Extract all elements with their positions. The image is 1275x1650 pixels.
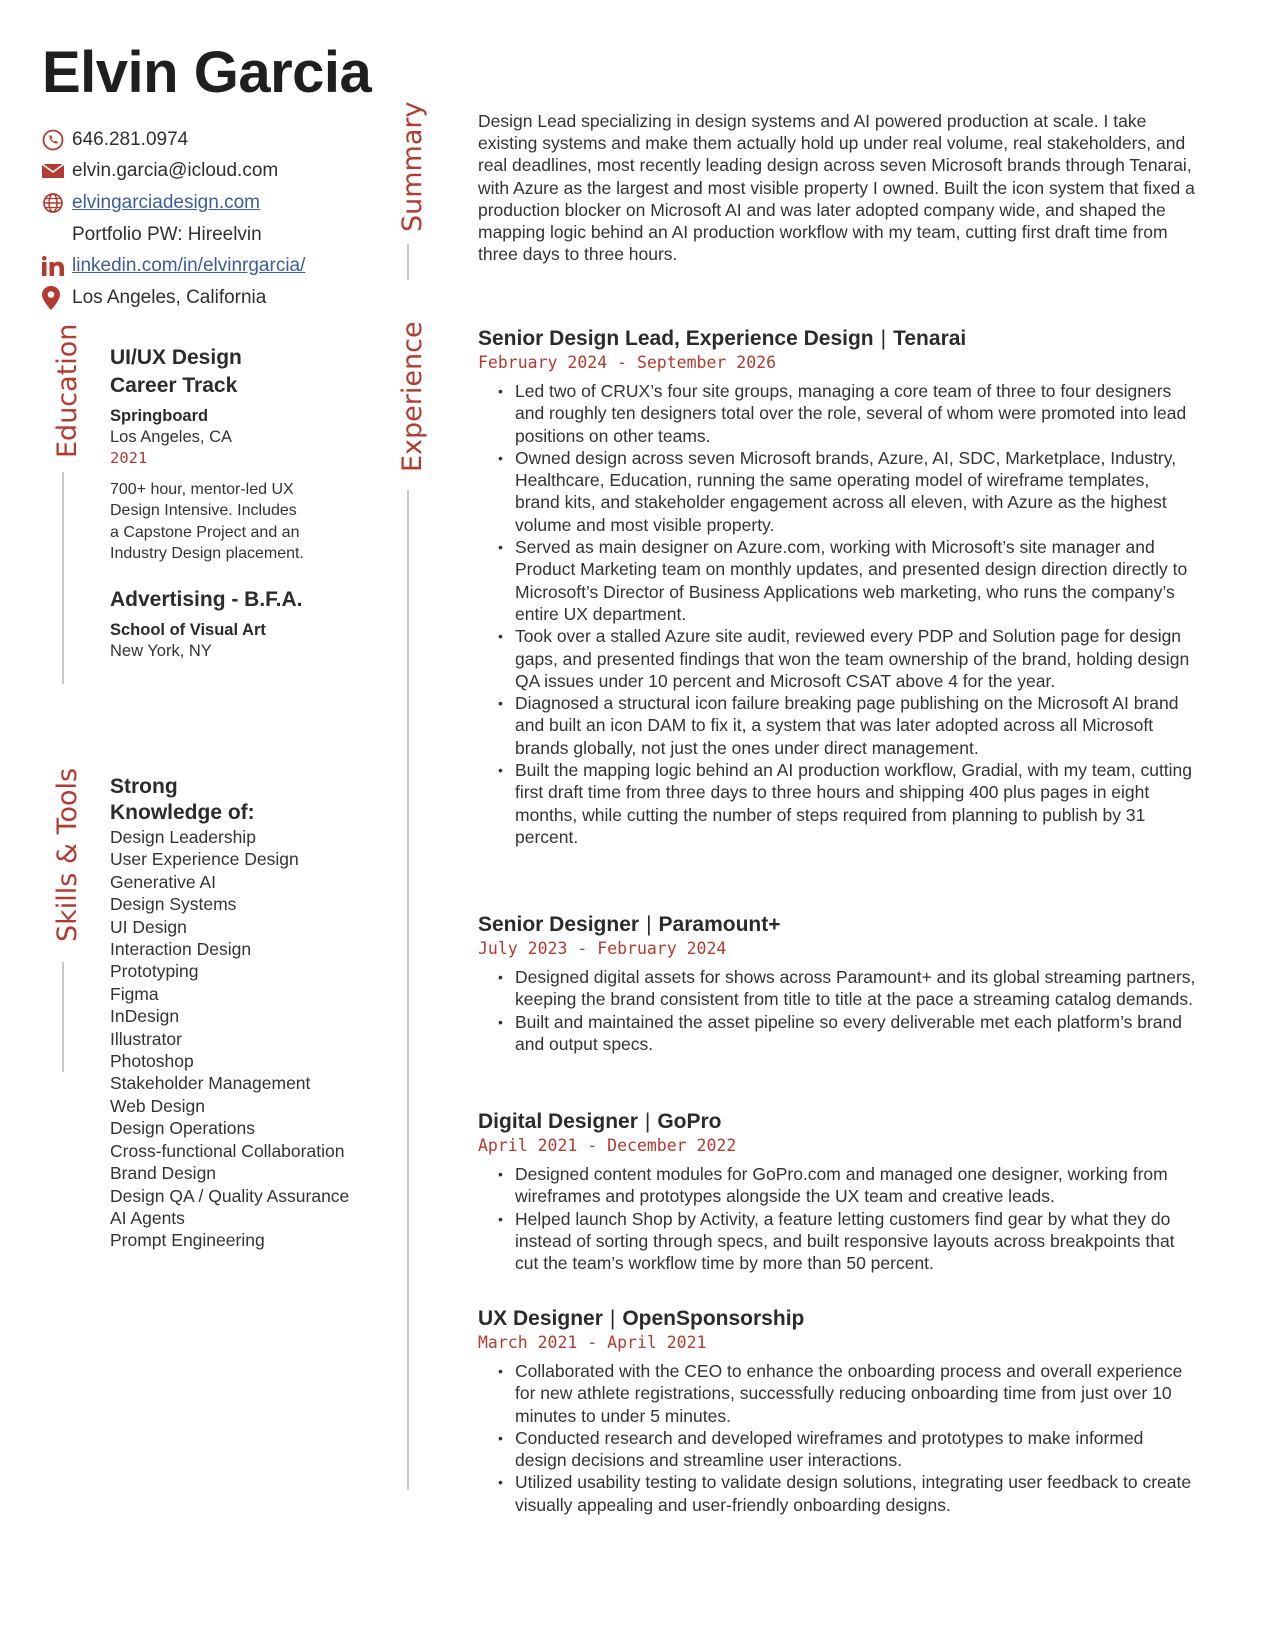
skill-item: Design Operations [110, 1118, 255, 1139]
company-name: OpenSponsorship [622, 1307, 805, 1330]
job-bullet: • Led two of CRUX’s four site groups, managing a core team of three to four designers and roughly ten designers total over the role, several of whom were promoted into lead positions on other teams. [478, 380, 1198, 447]
contact-website [42, 187, 382, 219]
skill-item: Photoshop [110, 1051, 194, 1072]
job-bullets [478, 1163, 1198, 1274]
job-dates: February 2024 - September 2026 [478, 353, 777, 372]
job-entry [478, 912, 1198, 1055]
skill-item: Prompt Engineering [110, 1230, 265, 1251]
phone-icon [42, 128, 72, 152]
title-separator: | [644, 1110, 651, 1133]
skill-item: InDesign [110, 1006, 180, 1027]
degree-title: Advertising - B.F.A. [110, 588, 303, 612]
skill-item: Design Leadership [110, 827, 256, 847]
job-bullets [478, 380, 1198, 848]
company-name: GoPro [657, 1110, 722, 1133]
education-description: 700+ hour, mentor-led UX Design Intensive. Includes a Capstone Project and an Industry Design placement. [110, 481, 304, 562]
globe-icon [42, 191, 72, 215]
job-title [478, 912, 1198, 938]
skills-divider [62, 962, 64, 1072]
skill-item: Cross-functional Collaboration [110, 1140, 345, 1161]
portfolio-password: Portfolio PW: Hireelvin [72, 223, 262, 245]
education-entry [110, 344, 370, 564]
job-bullet: • Helped launch Shop by Activity, a feature letting customers find gear by what they do instead of sorting through specs, and built responsive layouts across breakpoints that cut the team’s workflow time by more than 50 percent. [478, 1208, 1198, 1275]
skill-item: Stakeholder Management [110, 1073, 311, 1094]
job-bullet: • Owned design across seven Microsoft brands, Azure, AI, SDC, Marketplace, Industry, Healthcare, Education, running the same operating model of wireframe templates, brand kits, and stakeholder engagement across all eleven, with Azure as the highest volume and most visible property. [478, 447, 1198, 536]
job-bullets [478, 1360, 1198, 1516]
degree-title: UI/UX Design Career Track [110, 346, 242, 397]
contact-linkedin [42, 250, 382, 282]
job-bullet: • Served as main designer on Azure.com, working with Microsoft’s site manager and Product Marketing team on monthly updates, and presented design direction directly to Microsoft’s Director of Business Applications web marketing, who runs the company’s entire UX department. [478, 536, 1198, 625]
skills-list [110, 826, 380, 1252]
contact-portfolio-password [42, 219, 382, 251]
job-entry [478, 1109, 1198, 1274]
skill-item: Figma [110, 983, 159, 1004]
skill-item: Illustrator [110, 1028, 182, 1049]
education-entry [110, 586, 370, 662]
skill-item: Design QA / Quality Assurance [110, 1185, 350, 1206]
job-title [478, 1109, 1198, 1135]
job-bullets [478, 966, 1198, 1055]
education-section [110, 344, 370, 662]
skill-item: Interaction Design [110, 939, 252, 960]
job-bullet: • Built the mapping logic behind an AI production workflow, Gradial, with my team, cutting first draft time from three days to three hours and shipping 400 plus pages in eight months, while cutting the number of steps required from planning to publish by 31 percent. [478, 759, 1198, 848]
envelope-icon [42, 159, 72, 183]
skill-item: User Experience Design [110, 849, 299, 870]
job-bullet: • Conducted research and developed wireframes and prototypes to make informed design decisions and streamline user interactions. [478, 1427, 1198, 1472]
title-separator: | [646, 913, 652, 936]
skill-item: AI Agents [110, 1207, 185, 1228]
job-bullet: • Utilized usability testing to validate design solutions, integrating user feedback to create visually appealing and user-friendly onboarding designs. [478, 1471, 1198, 1516]
linkedin-icon [42, 254, 72, 278]
school-location: Los Angeles, CA [110, 428, 232, 446]
education-divider [62, 472, 64, 684]
candidate-name: Elvin Garcia [42, 40, 372, 105]
school-name: School of Visual Art [110, 621, 266, 640]
summary-divider [407, 244, 409, 280]
job-entry [478, 326, 1198, 848]
title-separator: | [880, 327, 887, 350]
skill-item: UI Design [110, 916, 187, 937]
location-pin-icon [42, 286, 72, 310]
company-name: Paramount+ [658, 913, 781, 936]
skills-title: Strong Knowledge of: [110, 775, 255, 824]
education-heading: Education [52, 323, 83, 458]
company-name: Tenarai [893, 327, 967, 350]
education-year: 2021 [110, 449, 148, 467]
job-dates: July 2023 - February 2024 [478, 939, 727, 958]
phone-number: 646.281.0974 [72, 128, 189, 150]
summary-heading: Summary [397, 101, 428, 232]
job-role: Senior Designer [478, 913, 640, 936]
job-entry [478, 1306, 1198, 1516]
job-bullet: • Designed digital assets for shows across Paramount+ and its global streaming partners, keeping the brand consistent from title to title at the pace a streaming catalog demands. [478, 966, 1198, 1011]
job-bullet: • Collaborated with the CEO to enhance the onboarding process and overall experience for new athlete registrations, successfully reducing onboarding time from just over 10 minutes to under 5 minutes. [478, 1360, 1198, 1427]
experience-divider [407, 490, 409, 1490]
job-title [478, 326, 1198, 352]
job-bullet: • Designed content modules for GoPro.com and managed one designer, working from wireframes and prototypes alongside the UX team and creative leads. [478, 1163, 1198, 1208]
skill-item: Brand Design [110, 1163, 217, 1184]
job-title [478, 1306, 1198, 1332]
experience-heading: Experience [397, 321, 428, 472]
job-role: UX Designer [478, 1307, 603, 1330]
job-dates: March 2021 - April 2021 [478, 1333, 707, 1352]
summary-text: Design Lead specializing in design systems and AI powered production at scale. I take existing systems and make them actually hold up under real volume, real stakeholders, and real deadlines, most recently leading design across seven Microsoft brands through Tenarai, with Azure as the largest and most visible property I owned. Built the icon system that fixed a production blocker on Microsoft AI and was later adopted company wide, and shaped the mapping logic behind an AI production workflow with my team, cutting first draft time from three days to three hours. [478, 111, 1195, 265]
job-bullet: • Took over a stalled Azure site audit, reviewed every PDP and Solution page for design gaps, and presented findings that won the team ownership of the brand, holding design QA issues under 10 percent and Microsoft CSAT above 4 for the year. [478, 625, 1198, 692]
skill-item: Web Design [110, 1095, 206, 1116]
email-link[interactable]: elvin.garcia@icloud.com [72, 160, 279, 182]
skill-item: Design Systems [110, 894, 237, 915]
website-link[interactable]: elvingarciadesign.com [72, 191, 260, 213]
school-name: Springboard [110, 407, 209, 425]
contact-info [42, 124, 382, 314]
skills-section [110, 774, 380, 1252]
job-dates: April 2021 - December 2022 [478, 1136, 737, 1155]
contact-email [42, 156, 382, 188]
job-bullet: • Built and maintained the asset pipeline so every deliverable met each platform’s brand and output specs. [478, 1011, 1198, 1056]
job-bullet: • Diagnosed a structural icon failure breaking page publishing on the Microsoft AI brand and built an icon DAM to fix it, a system that was later adopted across all Microsoft brands globally, not just the ones under direct management. [478, 692, 1198, 759]
linkedin-link[interactable]: linkedin.com/in/elvinrgarcia/ [72, 255, 306, 277]
skill-item: Generative AI [110, 871, 217, 892]
contact-location [42, 282, 382, 314]
contact-phone [42, 124, 382, 156]
title-separator: | [609, 1307, 616, 1330]
location-text: Los Angeles, California [72, 286, 267, 308]
skill-item: Prototyping [110, 961, 199, 982]
job-role: Digital Designer [478, 1110, 638, 1133]
job-role: Senior Design Lead, Experience Design [478, 327, 874, 350]
school-location: New York, NY [110, 642, 212, 661]
skills-heading: Skills & Tools [52, 767, 83, 942]
